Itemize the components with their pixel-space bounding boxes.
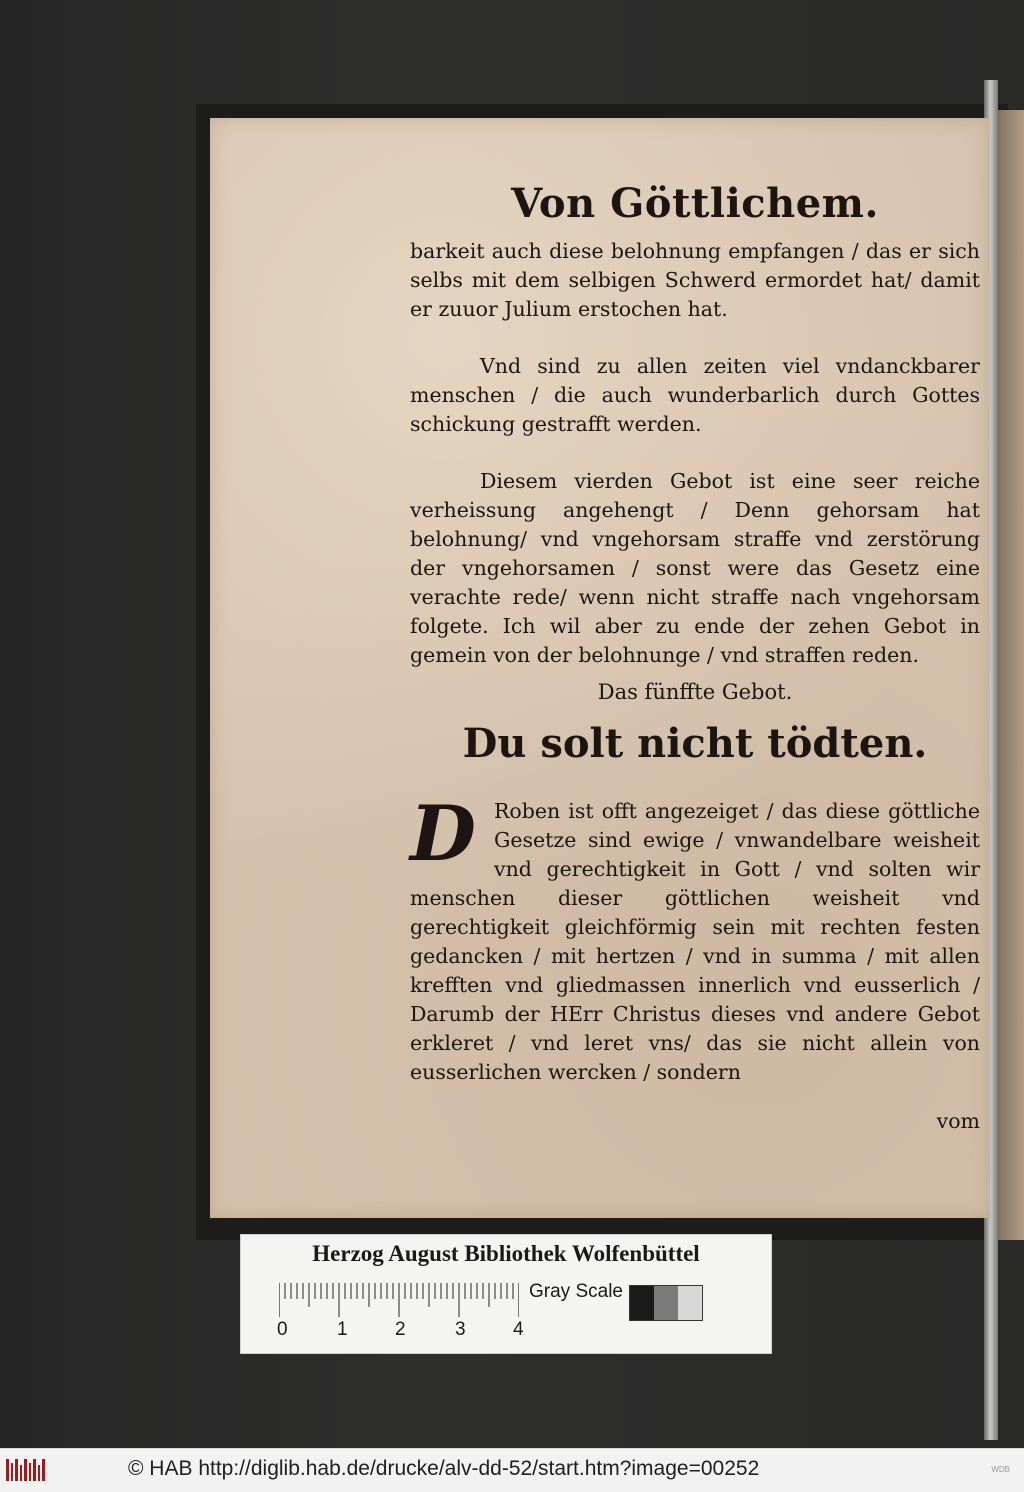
wdb-tag: WDB	[991, 1465, 1010, 1474]
catchword: vom	[936, 1109, 980, 1133]
hab-logo-icon	[6, 1457, 48, 1483]
swatch-light	[678, 1286, 702, 1320]
swatch-gray	[654, 1286, 678, 1320]
paragraph-2: Vnd sind zu allen zeiten viel vndanckbarer menschen / die auch wunderbarlich durch Gottes schickung gestrafft werden.	[410, 354, 980, 436]
footer-bar	[0, 1448, 1024, 1492]
ornamental-initial: D	[410, 789, 476, 878]
color-reference-card	[240, 1234, 772, 1354]
copyright-url: © HAB http://diglib.hab.de/drucke/alv-dd-52/start.htm?image=00252	[128, 1457, 760, 1480]
paragraph-4	[410, 789, 980, 1087]
ruler-label: 2	[395, 1319, 406, 1340]
ruler-label: 1	[337, 1319, 348, 1340]
library-name: Herzog August Bibliothek Wolfenbüttel	[312, 1241, 700, 1266]
section-heading: Das fünffte Gebot.	[597, 680, 793, 704]
ruler-icon	[279, 1283, 519, 1323]
ruler-label: 3	[455, 1319, 466, 1340]
gray-scale-label: Gray Scale	[529, 1281, 623, 1302]
ruler-label: 0	[277, 1319, 288, 1340]
gray-scale-swatches	[629, 1285, 703, 1321]
page-text	[410, 180, 980, 1133]
paragraph-1: barkeit auch diese belohnung empfangen / das er sich selbs mit dem selbigen Schwerd ermordet hat/ damit er zuuor Julium erstochen hat.	[410, 239, 980, 321]
commandment-title: Du solt nicht tödten.	[462, 720, 928, 767]
running-title: Von Göttlichem.	[511, 180, 879, 227]
paragraph-4-text: Roben ist offt angezeiget / das diese göttliche Gesetze sind ewige / vnwandelbare weisheit vnd gerechtigkeit in Gott / vnd solten wir menschen dieser göttlichen weisheit vnd gerechtigkeit gleichförmig sein mit rechten festen gedancken / mit hertzen / vnd in summa / mit allen krefften vnd gliedmassen innerlich vnd eusserlich / Darumb der HErr Christus dieses vnd andere Gebot erkleret / vnd leret vns/ das sie nicht allein von eusserlichen wercken / sondern	[410, 799, 980, 1084]
ruler-label: 4	[513, 1319, 524, 1340]
ruler-labels	[271, 1319, 531, 1343]
paragraph-3: Diesem vierden Gebot ist eine seer reiche verheissung angehengt / Denn gehorsam hat belohnung/ vnd vngehorsam straffe vnd zerstörung der vngehorsamen / sonst were das Gesetz eine verachte rede/ wenn nicht straffe nach vngehorsam folgete. Ich wil aber zu ende der zehen Gebot in gemein von der belohnunge / vnd straffen reden.	[410, 469, 980, 667]
swatch-black	[630, 1286, 654, 1320]
